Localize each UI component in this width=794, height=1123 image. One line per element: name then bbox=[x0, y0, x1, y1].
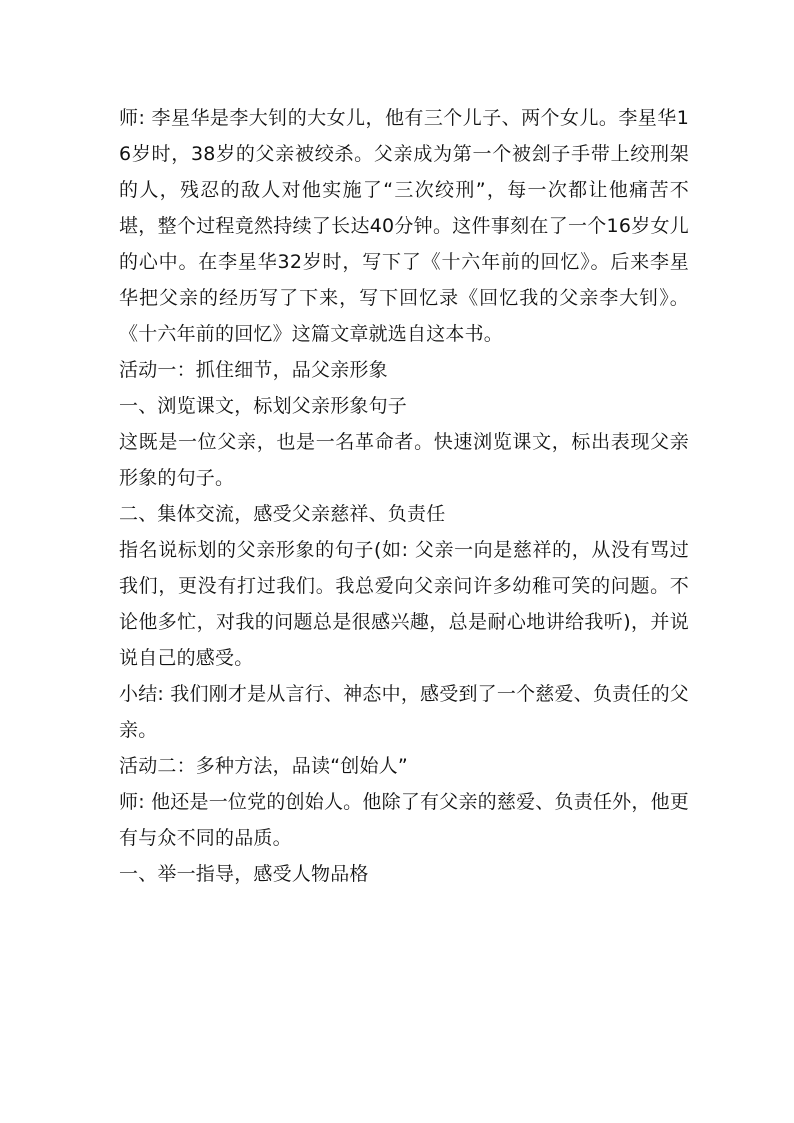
heading-activity-two: 活动二：多种方法，品读“创始人” bbox=[119, 755, 408, 777]
paragraph-founder: 师: 他还是一位党的创始人。他除了有父亲的慈爱、负责任外，他更有与众不同的品质。 bbox=[119, 791, 689, 849]
heading-step-two: 二、集体交流，感受父亲慈祥、负责任 bbox=[119, 503, 446, 525]
paragraph-father-sentences: 指名说标划的父亲形象的句子(如: 父亲一向是慈祥的，从没有骂过我们，更没有打过我们。我总爱向父亲问许多幼稚可笑的问题。不论他多忙，对我的问题总是很感兴趣，总是耐心地讲给我听)，并说说自己的感受。 bbox=[119, 539, 689, 669]
heading-activity-one: 活动一：抓住细节，品父亲形象 bbox=[119, 359, 388, 381]
heading-step-one-guidance: 一、举一指导，感受人物品格 bbox=[119, 863, 369, 885]
heading-step-one: 一、浏览课文，标划父亲形象句子 bbox=[119, 395, 408, 417]
document-body bbox=[119, 100, 689, 892]
paragraph-intro: 师: 李星华是李大钊的大女儿，他有三个儿子、两个女儿。李星华16岁时，38岁的父亲被绞杀。父亲成为第一个被刽子手带上绞刑架的人，残忍的敌人对他实施了“三次绞刑”，每一次都让他痛苦不堪，整个过程竟然持续了长达40分钟。这件事刻在了一个16岁女儿的心中。在李星华32岁时，写下了《十六年前的回忆》。后来李星华把父亲的经历写了下来，写下回忆录《回忆我的父亲李大钊》。《十六年前的回忆》这篇文章就选自这本书。 bbox=[119, 107, 689, 345]
paragraph-summary: 小结: 我们刚才是从言行、神态中，感受到了一个慈爱、负责任的父亲。 bbox=[119, 683, 689, 741]
paragraph-browse-text: 这既是一位父亲，也是一名革命者。快速浏览课文，标出表现父亲形象的句子。 bbox=[119, 431, 689, 489]
